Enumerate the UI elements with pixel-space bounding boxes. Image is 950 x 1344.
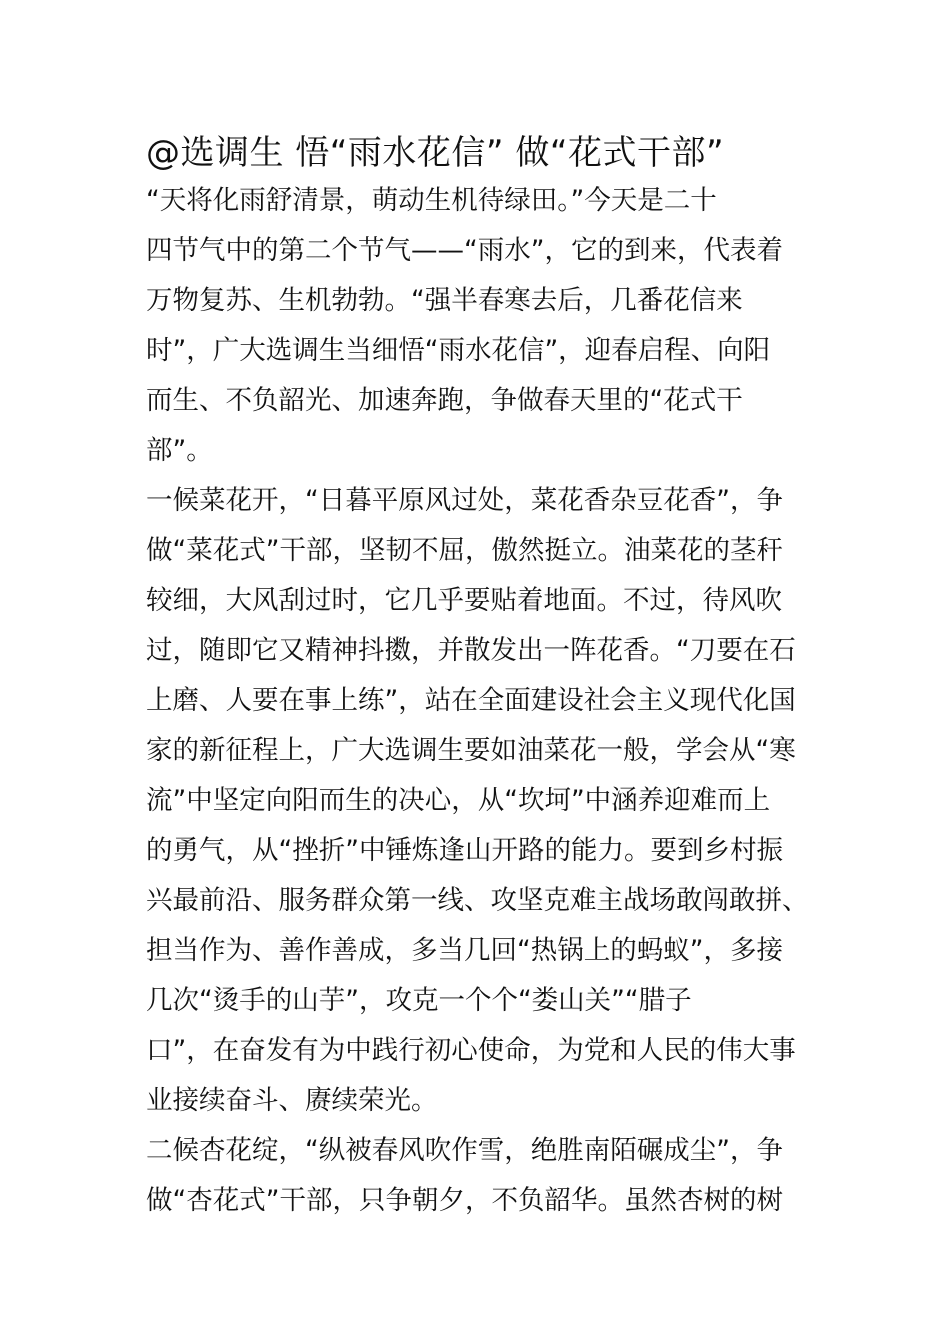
text-line: 较细，大风刮过时，它几乎要贴着地面。不过，待风吹 bbox=[146, 585, 782, 616]
text-line: 流”中坚定向阳而生的决心，从“坎坷”中涵养迎难而上 bbox=[146, 785, 771, 816]
text-line: 做“杏花式”干部，只争朝夕，不负韶华。虽然杏树的树 bbox=[146, 1185, 783, 1216]
text-line: 家的新征程上，广大选调生要如油菜花一般，学会从“寒 bbox=[146, 735, 796, 766]
text-line: 一候菜花开，“日暮平原风过处，菜花香杂豆花香”，争 bbox=[146, 485, 783, 516]
text-line: 业接续奋斗、赓续荣光。 bbox=[146, 1085, 438, 1116]
text-line: 过，随即它又精神抖擞，并散发出一阵花香。“刀要在石 bbox=[146, 635, 796, 666]
document-title: @选调生 悟“雨水花信” 做“花式干部” bbox=[146, 133, 725, 173]
text-line: 口”，在奋发有为中践行初心使命，为党和人民的伟大事 bbox=[146, 1035, 796, 1066]
text-line: “天将化雨舒清景，萌动生机待绿田。”今天是二十 bbox=[146, 185, 717, 216]
text-line: 部”。 bbox=[146, 435, 213, 466]
text-line: 担当作为、善作善成，多当几回“热锅上的蚂蚁”，多接 bbox=[146, 935, 783, 966]
text-line: 上磨、人要在事上练”，站在全面建设社会主义现代化国 bbox=[146, 685, 796, 716]
text-line: 万物复苏、生机勃勃。“强半春寒去后，几番花信来 bbox=[146, 285, 743, 316]
text-line: 时”，广大选调生当细悟“雨水花信”，迎春启程、向阳 bbox=[146, 335, 771, 366]
text-line: 做“菜花式”干部，坚韧不屈，傲然挺立。油菜花的茎秆 bbox=[146, 535, 783, 566]
text-line: 四节气中的第二个节气——“雨水”，它的到来，代表着 bbox=[146, 235, 783, 266]
text-line: 而生、不负韶光、加速奔跑，争做春天里的“花式干 bbox=[146, 385, 743, 416]
text-line: 二候杏花绽，“纵被春风吹作雪，绝胜南陌碾成尘”，争 bbox=[146, 1135, 783, 1166]
text-line: 兴最前沿、服务群众第一线、攻坚克难主战场敢闯敢拼、 bbox=[146, 885, 809, 916]
text-line: 的勇气，从“挫折”中锤炼逢山开路的能力。要到乡村振 bbox=[146, 835, 783, 866]
text-line: 几次“烫手的山芋”，攻克一个个“娄山关”“腊子 bbox=[146, 985, 692, 1016]
